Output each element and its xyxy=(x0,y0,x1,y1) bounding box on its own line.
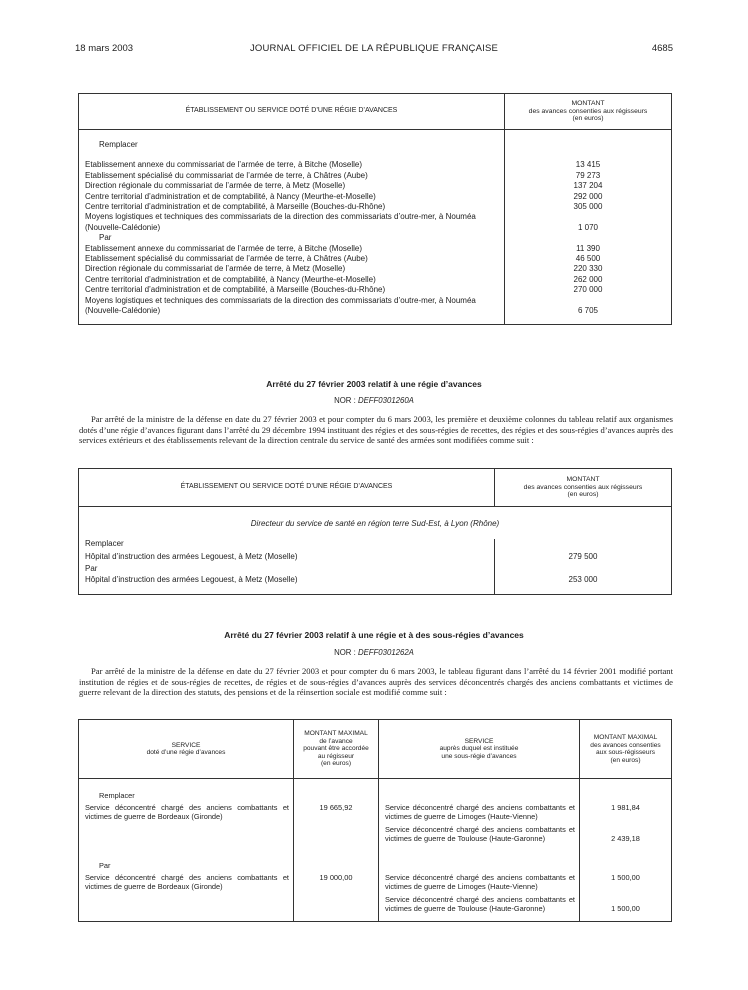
header-line: pouvant être accordée xyxy=(303,745,369,753)
sub-service-name: Service déconcentré chargé des anciens combattants et victimes de guerre de Limoges (Haute-Vienne) xyxy=(385,803,575,821)
header-line: auprès duquel est instituée xyxy=(439,745,519,753)
column-header-max-amount xyxy=(294,720,379,779)
row-value: 13 415 xyxy=(575,160,601,170)
column-header-sub-amount xyxy=(580,720,672,779)
table-row xyxy=(79,254,672,264)
label-row xyxy=(79,791,672,800)
sub-amount: 1 981,84 xyxy=(611,803,640,812)
nor-reference xyxy=(0,396,748,405)
row-value: 292 000 xyxy=(573,191,603,201)
decree-paragraph: Par arrêté de la ministre de la défense en date du 27 février 2003 et pour compter du 6 mars 2003, le tableau figurant dans l’arrêté du 14 février 2001 modifié portant institution de régies et de sous-régies de recettes, de régies et de sous-régies d’avances auprès des services déconcentrés chargés des anciens combattants et victimes de guerre relevant de la direction des statuts, des pensions et de la réinsertion sociale est modifié comme suit : xyxy=(79,666,673,698)
row-name: Direction régionale du commissariat de l’armée de terre, à Metz (Moselle) xyxy=(79,264,505,274)
table-row xyxy=(79,181,672,191)
service-amount: 19 665,92 xyxy=(294,800,379,847)
row-name: Moyens logistiques et techniques des commissariats de la direction des commissariats d’outre-mer, à Nouméa (Nouvelle-Calédonie) xyxy=(79,212,505,233)
row-name: Hôpital d’instruction des armées Legouest, à Metz (Moselle) xyxy=(79,550,495,562)
row-name: Hôpital d’instruction des armées Legouest, à Metz (Moselle) xyxy=(79,575,495,585)
sub-amount: 1 500,00 xyxy=(611,904,640,913)
row-name: Centre territorial d’administration et de comptabilité, à Nancy (Meurthe-et-Moselle) xyxy=(79,192,505,202)
column-header-sub-service xyxy=(379,720,580,779)
nor-code: DEFF0301262A xyxy=(357,648,414,657)
amount-header-line: des avances consenties aux régisseurs xyxy=(523,483,643,491)
row-value: 46 500 xyxy=(575,254,601,264)
row-name: Direction régionale du commissariat de l’armée de terre, à Metz (Moselle) xyxy=(79,181,505,191)
header-line: (en euros) xyxy=(610,756,641,764)
header-line: au régisseur xyxy=(317,752,355,760)
row-value: 79 273 xyxy=(575,170,601,180)
regies-table xyxy=(78,719,672,922)
row-value: 6 705 xyxy=(577,306,599,316)
column-header-amount xyxy=(505,94,672,130)
header-line: SERVICE xyxy=(464,737,494,745)
amount-header-line: MONTANT xyxy=(571,100,605,108)
sub-amount: 2 439,18 xyxy=(611,834,640,843)
row-value: 279 500 xyxy=(568,551,598,561)
sub-amounts xyxy=(580,870,672,917)
remplacer-label: Remplacer xyxy=(79,791,294,800)
row-name: Etablissement annexe du commissariat de l’armée de terre, à Bitche (Moselle) xyxy=(79,160,505,170)
header-line: de l’avance xyxy=(319,737,353,745)
table-row xyxy=(79,296,672,317)
table-header-row xyxy=(79,94,672,130)
table-row xyxy=(79,285,672,295)
label-row xyxy=(79,140,672,150)
par-label: Par xyxy=(79,861,294,870)
nor-reference xyxy=(0,648,748,657)
label-row xyxy=(79,539,672,549)
header-line: doté d’une régie d’avances xyxy=(146,749,226,756)
table-row xyxy=(79,212,672,233)
row-name: Etablissement spécialisé du commissariat de l’armée de terre, à Châtres (Aube) xyxy=(79,171,505,181)
sub-services xyxy=(379,800,580,847)
row-value: 253 000 xyxy=(568,574,598,584)
label-row xyxy=(79,562,672,574)
par-label: Par xyxy=(79,562,495,574)
sub-service-name: Service déconcentré chargé des anciens combattants et victimes de guerre de Toulouse (Haute-Garonne) xyxy=(385,825,575,843)
row-name: Centre territorial d’administration et de comptabilité, à Marseille (Bouches-du-Rhône) xyxy=(79,202,505,212)
header-line: MONTANT MAXIMAL xyxy=(304,730,368,738)
amount-header-line: (en euros) xyxy=(567,491,599,499)
row-value: 262 000 xyxy=(573,274,603,284)
advances-table-2 xyxy=(78,468,672,595)
row-value: 220 330 xyxy=(573,264,603,274)
column-header-amount xyxy=(495,469,672,507)
service-name: Service déconcentré chargé des anciens combattants et victimes de guerre de Bordeaux (Gironde) xyxy=(79,800,294,847)
service-amount: 19 000,00 xyxy=(294,870,379,917)
section-title: Arrêté du 27 février 2003 relatif à une régie d’avances xyxy=(266,379,482,389)
amount-header-line: MONTANT xyxy=(566,476,600,484)
header-line: aux sous-régisseurs xyxy=(595,749,655,756)
row-name: Centre territorial d’administration et de comptabilité, à Marseille (Bouches-du-Rhône) xyxy=(79,285,505,295)
table-row xyxy=(79,171,672,181)
sub-amounts xyxy=(580,800,672,847)
sub-service-name: Service déconcentré chargé des anciens combattants et victimes de guerre de Toulouse (Haute-Garonne) xyxy=(385,895,575,913)
table-header-row xyxy=(79,469,672,507)
table-row xyxy=(79,202,672,212)
table-row xyxy=(79,575,672,585)
section-title: Arrêté du 27 février 2003 relatif à une régie et à des sous-régies d’avances xyxy=(224,630,524,640)
par-label: Par xyxy=(79,233,505,243)
amount-header-line: (en euros) xyxy=(572,115,604,123)
service-name: Service déconcentré chargé des anciens combattants et victimes de guerre de Bordeaux (Gironde) xyxy=(79,870,294,917)
row-value: 11 390 xyxy=(576,243,600,253)
amount-header-line: des avances consenties aux régisseurs xyxy=(528,107,648,115)
header-line: des avances consenties xyxy=(590,741,661,749)
remplacer-label: Remplacer xyxy=(79,539,495,549)
header-line: une sous-régie d’avances xyxy=(441,752,517,760)
sub-service-name: Service déconcentré chargé des anciens combattants et victimes de guerre de Limoges (Haute-Vienne) xyxy=(385,873,575,891)
sub-services xyxy=(379,870,580,917)
column-header-establishment: ÉTABLISSEMENT OU SERVICE DOTÉ D’UNE RÉGIE D’AVANCES xyxy=(79,94,505,130)
header-line: MONTANT MAXIMAL xyxy=(593,734,658,741)
row-value: 1 070 xyxy=(577,222,599,232)
row-name: Moyens logistiques et techniques des commissariats de la direction des commissariats d’outre-mer, à Nouméa (Nouvelle-Calédonie) xyxy=(79,296,505,317)
header-line: (en euros) xyxy=(320,760,352,768)
director-heading: Directeur du service de santé en région terre Sud-Est, à Lyon (Rhône) xyxy=(250,519,500,528)
nor-label: NOR : xyxy=(334,648,356,657)
label-row xyxy=(79,861,672,870)
row-value: 270 000 xyxy=(573,285,603,295)
row-value: 305 000 xyxy=(573,202,603,212)
header-journal-title: JOURNAL OFFICIEL DE LA RÉPUBLIQUE FRANÇAISE xyxy=(249,43,499,54)
row-value: 137 204 xyxy=(573,181,603,191)
table-header-row xyxy=(79,720,672,779)
table-row xyxy=(79,870,672,917)
table-row xyxy=(79,160,672,170)
remplacer-label: Remplacer xyxy=(79,140,505,150)
header-date: 18 mars 2003 xyxy=(75,43,134,54)
advances-table-1 xyxy=(78,93,672,325)
table-row xyxy=(79,800,672,847)
row-name: Centre territorial d’administration et de comptabilité, à Nancy (Meurthe-et-Moselle) xyxy=(79,275,505,285)
sub-amount: 1 500,00 xyxy=(611,873,640,882)
column-header-service xyxy=(79,720,294,779)
label-row xyxy=(79,233,672,243)
decree-paragraph: Par arrêté de la ministre de la défense en date du 27 février 2003 et pour compter du 6 mars 2003, les première et deuxième colonnes du tableau relatif aux organismes dotés d’une régie d’avances figurant dans l’arrêté du 29 décembre 1994 instituant des régies et des sous-régies de recettes, des régies et des sous-régies d’avances auprès des services extérieurs et des établissements relevant de la direction centrale du service de santé des armées sont modifiées comme suit : xyxy=(79,414,673,446)
header-page-number: 4685 xyxy=(651,43,673,54)
table-row xyxy=(79,264,672,274)
table-row xyxy=(79,192,672,202)
row-name: Etablissement annexe du commissariat de l’armée de terre, à Bitche (Moselle) xyxy=(79,244,505,254)
nor-code: DEFF0301260A xyxy=(357,396,414,405)
row-name: Etablissement spécialisé du commissariat de l’armée de terre, à Châtres (Aube) xyxy=(79,254,505,264)
column-header-establishment: ÉTABLISSEMENT OU SERVICE DOTÉ D’UNE RÉGIE D’AVANCES xyxy=(79,469,495,507)
header-line: SERVICE xyxy=(171,741,201,749)
table-row xyxy=(79,275,672,285)
table-row xyxy=(79,244,672,254)
nor-label: NOR : xyxy=(334,396,356,405)
table-row xyxy=(79,550,672,562)
